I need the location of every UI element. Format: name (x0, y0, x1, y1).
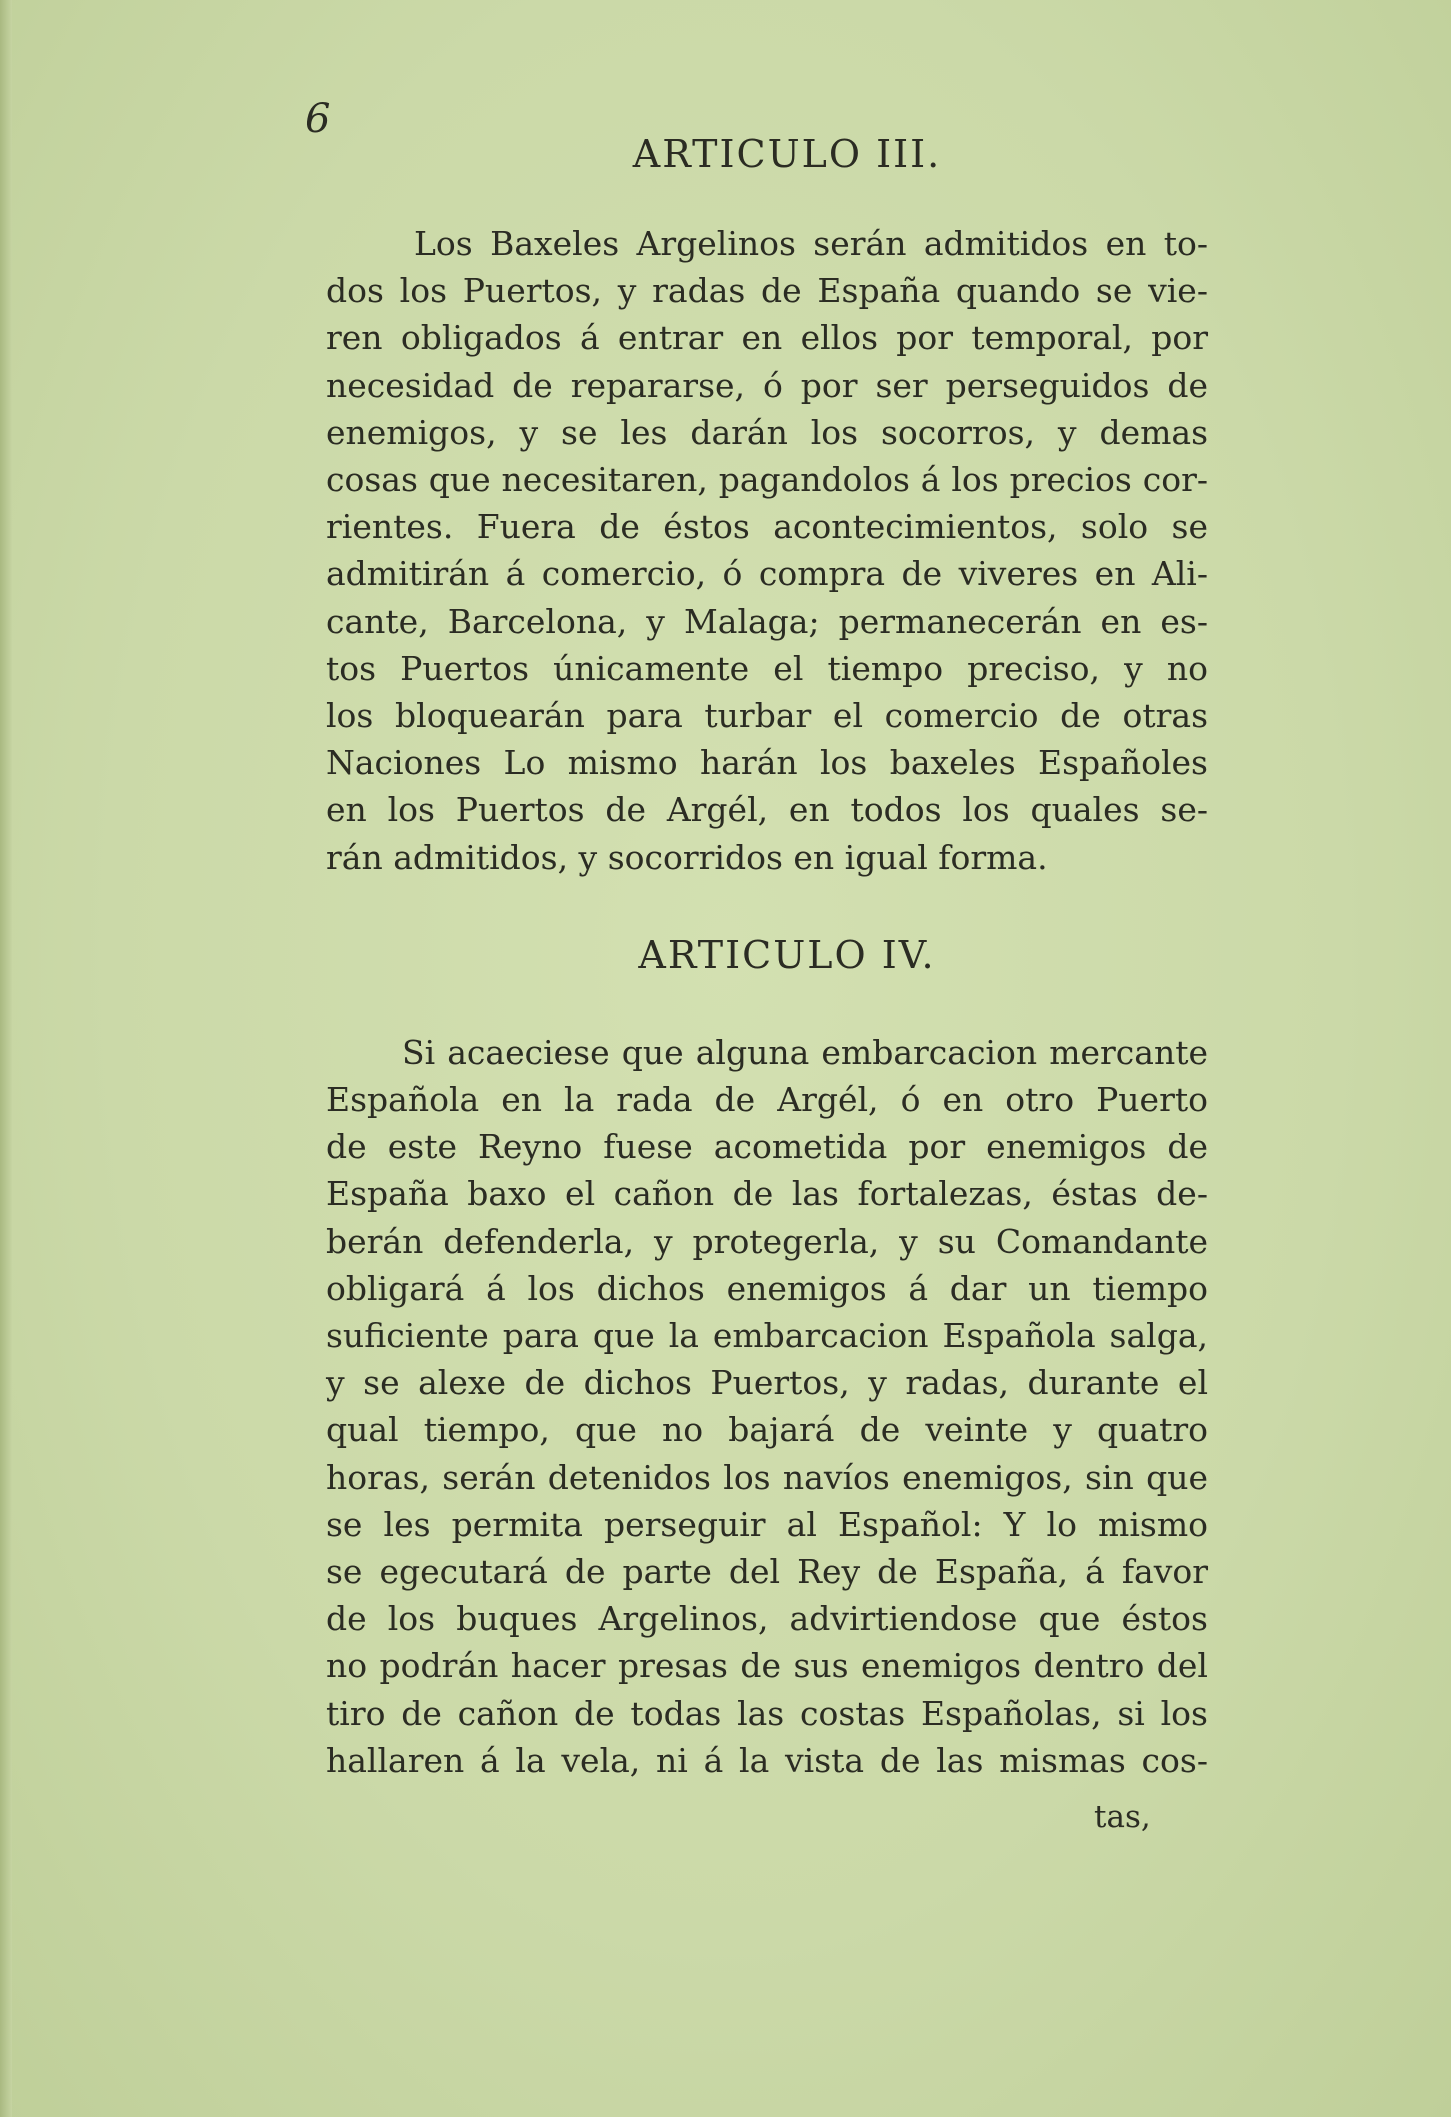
text-line: qual tiempo, que no bajará de veinte y quatro (326, 1410, 1208, 1450)
text-line: admitirán á comercio, ó compra de viveres en Ali- (326, 554, 1208, 594)
text-line: Española en la rada de Argél, ó en otro Puerto (326, 1080, 1208, 1120)
text-line: en los Puertos de Argél, en todos los quales se- (326, 790, 1208, 830)
text-block (326, 132, 1208, 1784)
text-line: dos los Puertos, y radas de España quando se vie- (326, 271, 1208, 311)
text-line: se egecutará de parte del Rey de España, á favor (326, 1552, 1208, 1592)
catchword: tas, (1094, 1799, 1151, 1835)
text-line: tos Puertos únicamente el tiempo preciso, y no (326, 648, 1208, 688)
text-line: enemigos, y se les darán los socorros, y demas (326, 412, 1208, 452)
text-line: de los buques Argelinos, advirtiendose que éstos (326, 1599, 1208, 1639)
page-number: 6 (305, 96, 331, 142)
text-line: obligará á los dichos enemigos á dar un tiempo (326, 1268, 1208, 1308)
text-line: cante, Barcelona, y Malaga; permanecerán en es- (326, 601, 1208, 641)
page-edge (0, 0, 12, 2117)
text-line: de este Reyno fuese acometida por enemigos de (326, 1127, 1208, 1167)
text-line: y se alexe de dichos Puertos, y radas, durante el (326, 1363, 1208, 1403)
text-line: Naciones Lo mismo harán los baxeles Españoles (326, 743, 1208, 783)
article-3-heading: ARTICULO III. (632, 132, 942, 176)
text-line: se les permita perseguir al Español: Y lo mismo (326, 1504, 1208, 1544)
text-line: Los Baxeles Argelinos serán admitidos en to- (414, 224, 1208, 263)
text-line: tiro de cañon de todas las costas Españolas, si los (326, 1693, 1208, 1733)
text-line: horas, serán detenidos los navíos enemigos, sin que (326, 1457, 1208, 1497)
text-line: rientes. Fuera de éstos acontecimientos, solo se (326, 507, 1208, 547)
text-line: hallaren á la vela, ni á la vista de las mismas cos- (326, 1740, 1208, 1780)
text-line: cosas que necesitaren, pagandolos á los precios cor- (326, 460, 1208, 500)
text-line: necesidad de repararse, ó por ser perseguidos de (326, 365, 1208, 405)
text-line: no podrán hacer presas de sus enemigos dentro del (326, 1646, 1208, 1686)
text-line: ren obligados á entrar en ellos por temporal, por (326, 318, 1208, 358)
text-line: España baxo el cañon de las fortalezas, éstas de- (326, 1174, 1208, 1214)
text-line: Si acaeciese que alguna embarcacion mercante (402, 1032, 1208, 1072)
text-line: los bloquearán para turbar el comercio de otras (326, 696, 1208, 736)
text-line: rán admitidos, y socorridos en igual forma. (326, 837, 1048, 877)
text-line: suficiente para que la embarcacion Española salga, (326, 1316, 1208, 1356)
article-4-body (326, 1029, 1208, 1784)
article-4-heading: ARTICULO IV. (638, 932, 936, 977)
text-line: berán defenderla, y protegerla, y su Comandante (326, 1221, 1208, 1261)
article-3-body (326, 220, 1208, 881)
